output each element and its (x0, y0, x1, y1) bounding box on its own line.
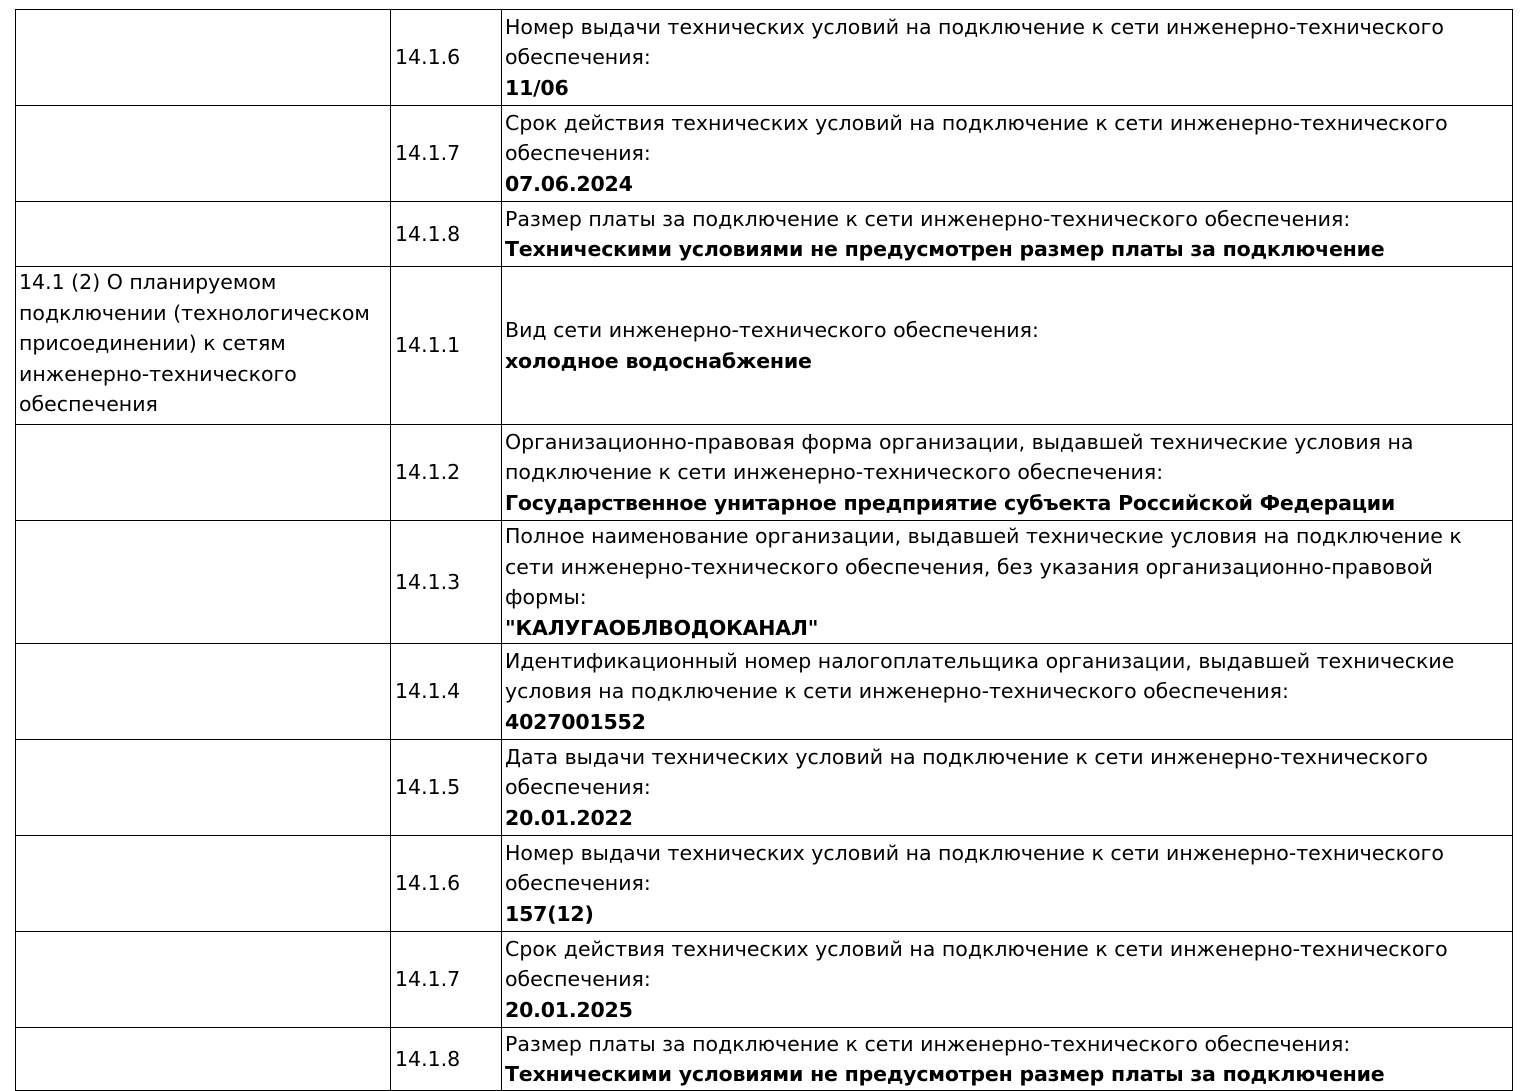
item-number: 14.1.5 (391, 740, 502, 836)
field-value: Государственное унитарное предприятие субъекта Российской Федерации (505, 490, 1396, 515)
field-cell (502, 836, 1513, 932)
section-cell (16, 1028, 391, 1091)
table-row (16, 836, 1513, 932)
table-row (16, 644, 1513, 740)
field-label: Срок действия технических условий на подключение к сети инженерно-технического обеспечения: (505, 110, 1448, 166)
field-cell (502, 10, 1513, 106)
table-row (16, 106, 1513, 202)
section-cell (16, 740, 391, 836)
field-value: 07.06.2024 (505, 171, 633, 196)
field-cell (502, 202, 1513, 267)
field-cell (502, 1028, 1513, 1091)
field-cell (502, 740, 1513, 836)
field-cell (502, 425, 1513, 521)
section-cell (16, 425, 391, 521)
item-number: 14.1.6 (391, 10, 502, 106)
item-number: 14.1.1 (391, 267, 502, 425)
field-cell (502, 521, 1513, 644)
item-number: 14.1.7 (391, 106, 502, 202)
field-label: Срок действия технических условий на подключение к сети инженерно-технического обеспечения: (505, 936, 1448, 992)
item-number: 14.1.4 (391, 644, 502, 740)
connection-conditions-table (15, 9, 1513, 1091)
field-value: Техническими условиями не предусмотрен размер платы за подключение (505, 237, 1385, 261)
table-row (16, 521, 1513, 644)
field-label: Номер выдачи технических условий на подключение к сети инженерно-технического обеспечения: (505, 840, 1444, 896)
field-cell (502, 106, 1513, 202)
item-number: 14.1.3 (391, 521, 502, 644)
section-cell (16, 202, 391, 267)
field-value: 11/06 (505, 75, 569, 100)
item-number: 14.1.2 (391, 425, 502, 521)
field-value: 20.01.2025 (505, 997, 633, 1022)
field-value: "КАЛУГАОБЛВОДОКАНАЛ" (505, 615, 819, 640)
field-value: холодное водоснабжение (505, 348, 812, 373)
item-number: 14.1.7 (391, 932, 502, 1028)
field-value: 20.01.2022 (505, 805, 633, 830)
field-label: Идентификационный номер налогоплательщика организации, выдавшей технические условия на подключение к сети инженерно-технического обеспечения: (505, 648, 1455, 704)
field-cell (502, 267, 1513, 425)
section-cell (16, 932, 391, 1028)
field-label: Размер платы за подключение к сети инженерно-технического обеспечения: (505, 206, 1351, 231)
section-cell (16, 521, 391, 644)
item-number: 14.1.6 (391, 836, 502, 932)
field-label: Номер выдачи технических условий на подключение к сети инженерно-технического обеспечения: (505, 14, 1444, 70)
field-label: Размер платы за подключение к сети инженерно-технического обеспечения: (505, 1031, 1351, 1056)
table-row (16, 10, 1513, 106)
table-row (16, 932, 1513, 1028)
field-label: Организационно-правовая форма организации, выдавшей технические условия на подключение к сети инженерно-технического обеспечения: (505, 429, 1414, 485)
field-cell (502, 932, 1513, 1028)
table-row (16, 425, 1513, 521)
field-label: Вид сети инженерно-технического обеспечения: (505, 318, 1039, 342)
section-cell (16, 644, 391, 740)
field-value: 4027001552 (505, 709, 646, 734)
section-cell (16, 10, 391, 106)
field-value: Техническими условиями не предусмотрен размер платы за подключение (505, 1062, 1385, 1086)
item-number: 14.1.8 (391, 202, 502, 267)
section-cell (16, 836, 391, 932)
field-cell (502, 644, 1513, 740)
table-row (16, 202, 1513, 267)
field-label: Дата выдачи технических условий на подключение к сети инженерно-технического обеспечения: (505, 744, 1428, 800)
table-row (16, 267, 1513, 425)
table-row (16, 740, 1513, 836)
table-row (16, 1028, 1513, 1091)
field-value: 157(12) (505, 901, 594, 926)
section-heading: 14.1 (2) О планируемом подключении (технологическом присоединении) к сетям инженерно-технического обеспечения (16, 267, 391, 425)
field-label: Полное наименование организации, выдавшей технические условия на подключение к сети инженерно-технического обеспечения, без указания организационно-правовой формы: (505, 524, 1462, 609)
item-number: 14.1.8 (391, 1028, 502, 1091)
section-cell (16, 106, 391, 202)
